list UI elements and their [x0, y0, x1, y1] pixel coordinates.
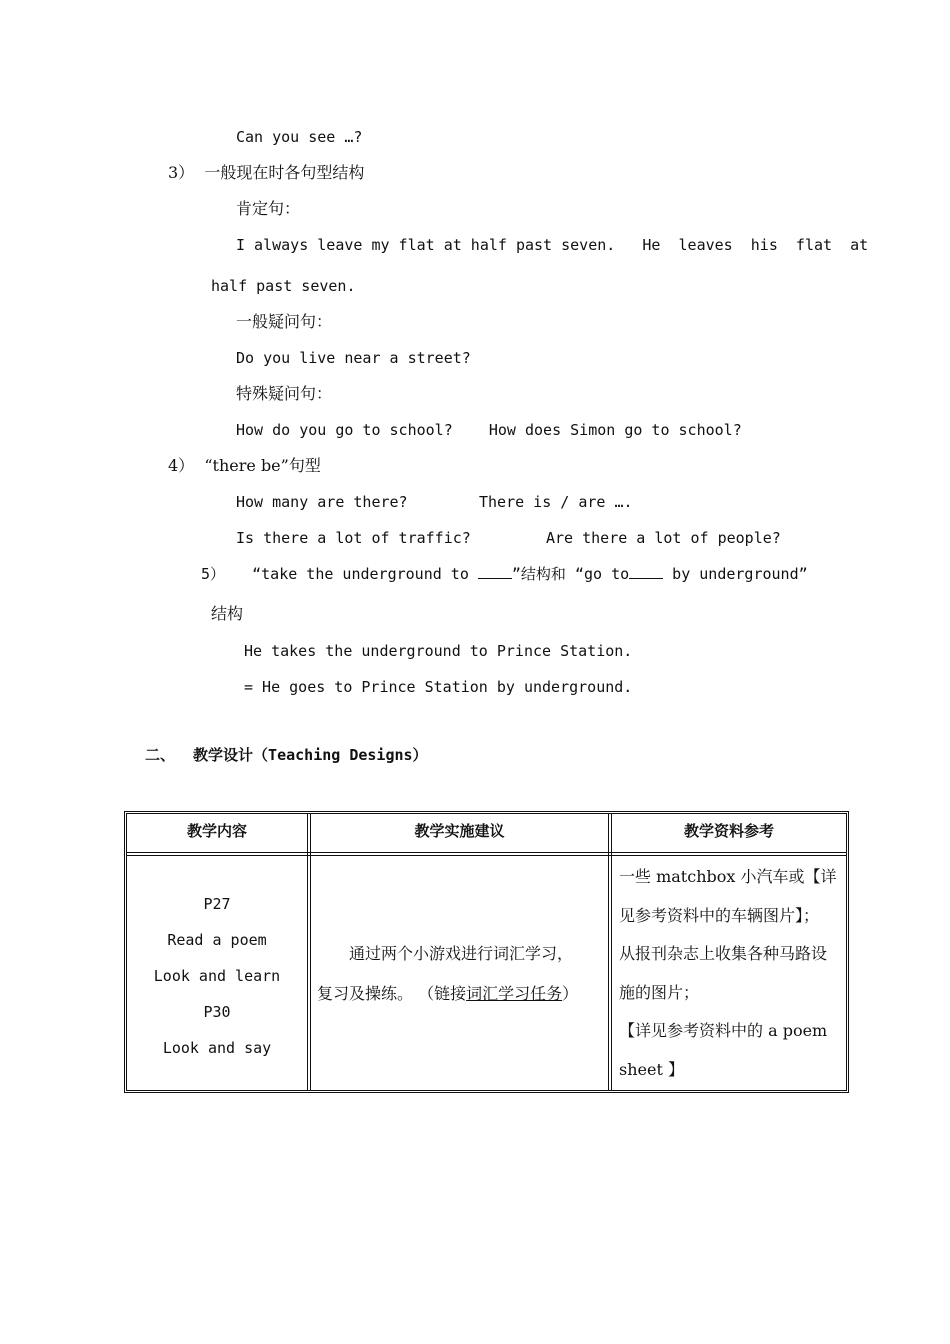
suggestion-line — [317, 974, 605, 1014]
item-5-prefix: 5） “take the underground to — [201, 565, 478, 583]
content-line: Look and learn — [153, 967, 281, 985]
general-question-example: Do you live near a street? — [236, 349, 471, 367]
item-5-mid: ”结构和 “go to — [511, 565, 630, 583]
item-5-heading — [201, 564, 808, 584]
general-question-label: 一般疑问句： — [236, 312, 333, 331]
blank-line — [629, 564, 663, 579]
reference-cell — [619, 858, 849, 1089]
reference-line: 施的图片； — [619, 982, 700, 1002]
reference-line: 【详见参考资料中的 a poem — [619, 1021, 828, 1040]
content-line: P27 — [203, 895, 231, 913]
goes-by-underground-example: = He goes to Prince Station by underground. — [244, 678, 633, 696]
affirmative-example-2: half past seven. — [211, 277, 356, 295]
header-content: 教学内容 — [186, 822, 247, 840]
reference-line: 从报刊杂志上收集各种马路设 — [619, 944, 828, 963]
affirmative-example-1: I always leave my flat at half past seven. He leaves his flat at — [236, 236, 869, 254]
content-line: Read a poem — [167, 931, 267, 949]
special-question-label: 特殊疑问句： — [236, 384, 333, 403]
item-5-suffix: by underground” — [663, 565, 808, 583]
affirmative-label: 肯定句： — [236, 199, 301, 218]
section-heading: 二、 教学设计（Teaching Designs） — [145, 746, 428, 764]
suggestion-line: 通过两个小游戏进行词汇学习， — [349, 944, 574, 963]
there-be-example-2a: Is there a lot of traffic? — [236, 529, 471, 547]
item-3-heading: 3） 一般现在时各句型结构 — [168, 163, 365, 182]
content-line: P30 — [203, 1003, 231, 1021]
reference-line: 见参考资料中的车辆图片】； — [619, 905, 820, 925]
there-be-example-1b: There is / are …. — [479, 493, 633, 511]
reference-line: sheet 】 — [619, 1059, 684, 1079]
item-4-heading: 4） “there be”句型 — [168, 456, 321, 475]
there-be-example-1a: How many are there? — [236, 493, 408, 511]
content-cell — [127, 886, 307, 1066]
vocabulary-task-link[interactable]: 词汇学习任务 — [466, 984, 563, 1003]
reference-line: 一些 matchbox 小汽车或【详 — [619, 867, 837, 886]
teaching-design-table — [124, 811, 849, 1093]
header-references: 教学资料参考 — [683, 822, 774, 840]
suggestion-text: ） — [562, 984, 579, 1003]
blank-line — [478, 564, 512, 579]
there-be-example-2b: Are there a lot of people? — [546, 529, 781, 547]
suggestion-text: 复习及操练。 （链接 — [317, 984, 467, 1003]
content-line: Look and say — [162, 1039, 272, 1057]
take-underground-example: He takes the underground to Prince Station. — [244, 642, 633, 660]
header-suggestions: 教学实施建议 — [414, 822, 505, 840]
header-divider — [127, 852, 846, 856]
text-can-you-see: Can you see …? — [236, 128, 363, 146]
suggestion-cell — [317, 934, 605, 1014]
item-5-continuation: 结构 — [211, 604, 244, 623]
special-question-example: How do you go to school? How does Simon go to school? — [236, 421, 742, 439]
